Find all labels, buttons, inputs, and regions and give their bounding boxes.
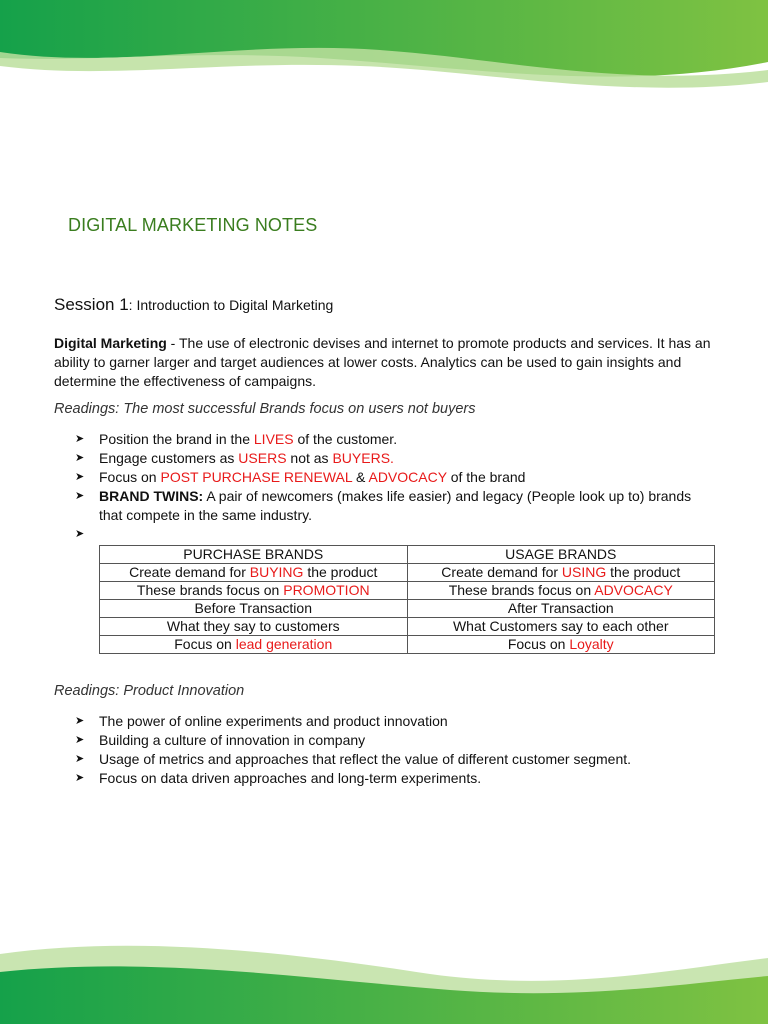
bullet-highlight: USERS: [238, 450, 287, 466]
intro-paragraph: [54, 334, 718, 391]
list-item: [75, 731, 715, 750]
bullet-text: Engage customers as: [99, 450, 239, 466]
table-row: [100, 600, 715, 618]
arrow-bullet-icon: ➤: [75, 471, 85, 483]
arrow-bullet-icon: ➤: [75, 490, 85, 502]
intro-definition: - The use of electronic devises and internet to promote products and services. It has an ability to garner larger and target audiences at lower costs. Analytics can be used to gain insights and determine the effectiveness of campaigns.: [54, 335, 711, 389]
bullet-text: Focus on data driven approaches and long-term experiments.: [99, 770, 482, 786]
reading-innovation-bullets: [75, 712, 715, 788]
bullet-text: &: [352, 469, 369, 485]
bullet-text: not as: [286, 450, 333, 466]
table-row: [100, 564, 715, 582]
list-item: [75, 750, 715, 769]
arrow-bullet-icon: ➤: [75, 715, 85, 727]
bullet-bold-term: BRAND TWINS:: [99, 488, 204, 504]
arrow-bullet-icon: ➤: [75, 753, 85, 765]
bullet-text: of the customer.: [293, 431, 398, 447]
list-item: [75, 712, 715, 731]
list-item: [75, 468, 715, 487]
bullet-highlight: POST PURCHASE RENEWAL: [160, 469, 353, 485]
footer-wave-decoration: [0, 934, 768, 1024]
bullet-highlight: BUYERS.: [332, 450, 394, 466]
intro-term: Digital Marketing: [54, 335, 167, 351]
bullet-text: Position the brand in the: [99, 431, 254, 447]
bullet-text: Building a culture of innovation in company: [99, 732, 366, 748]
document-title: DIGITAL MARKETING NOTES: [68, 215, 318, 235]
table-header-cell: USAGE BRANDS: [407, 546, 715, 564]
arrow-bullet-icon: ➤: [75, 528, 85, 540]
arrow-bullet-icon: ➤: [75, 433, 85, 445]
arrow-bullet-icon: ➤: [75, 452, 85, 464]
arrow-bullet-icon: ➤: [75, 772, 85, 784]
table-cell: Before Transaction: [100, 600, 408, 618]
arrow-bullet-icon: ➤: [75, 734, 85, 746]
table-row: [100, 636, 715, 654]
list-item: [75, 487, 715, 525]
table-header-row: [100, 546, 715, 564]
bullet-highlight: ADVOCACY: [368, 469, 447, 485]
reading-title-innovation: Readings: Product Innovation: [54, 683, 245, 699]
bullet-text: Usage of metrics and approaches that reflect the value of different customer segment.: [99, 751, 632, 767]
session-label: Session 1: [54, 295, 129, 314]
bullet-highlight: LIVES: [253, 431, 294, 447]
reading-title-brands: Readings: The most successful Brands focus on users not buyers: [54, 401, 476, 417]
table-cell: After Transaction: [407, 600, 715, 618]
brands-comparison-table: [99, 545, 715, 654]
table-cell: Focus on Loyalty: [407, 636, 715, 654]
table-row: [100, 618, 715, 636]
table-row: [100, 582, 715, 600]
bullet-text: A pair of newcomers (makes life easier) and legacy (People look up to) brands that compete in the same industry.: [99, 488, 692, 523]
session-subtitle: Introduction to Digital Marketing: [132, 297, 334, 313]
bullet-text: The power of online experiments and product innovation: [99, 713, 448, 729]
table-cell: What they say to customers: [100, 618, 408, 636]
session-heading: [54, 295, 333, 315]
list-item: [75, 449, 715, 468]
table-cell: These brands focus on PROMOTION: [100, 582, 408, 600]
list-item-empty: [75, 525, 715, 544]
list-item: [75, 769, 715, 788]
table-cell: These brands focus on ADVOCACY: [407, 582, 715, 600]
table-cell: Focus on lead generation: [100, 636, 408, 654]
list-item: [75, 430, 715, 449]
session-separator: :: [128, 297, 133, 313]
reading-brands-bullets: [75, 430, 715, 544]
bullet-text: Focus on: [99, 469, 161, 485]
bullet-text: of the brand: [446, 469, 526, 485]
header-wave-decoration: [0, 0, 768, 100]
table-cell: Create demand for USING the product: [407, 564, 715, 582]
table-cell: Create demand for BUYING the product: [100, 564, 408, 582]
table-header-cell: PURCHASE BRANDS: [100, 546, 408, 564]
table-cell: What Customers say to each other: [407, 618, 715, 636]
